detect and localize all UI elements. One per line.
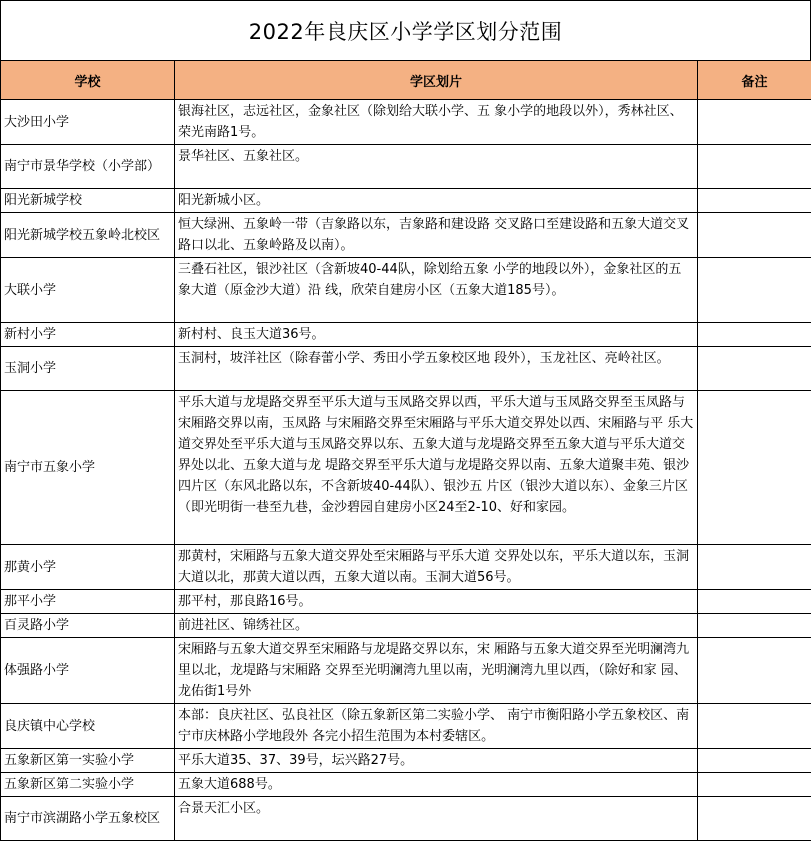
range-cell: 新村村、良玉大道36号。 (175, 323, 698, 347)
school-cell: 南宁市滨湖路小学五象校区 (1, 797, 175, 841)
range-cell: 前进社区、锦绣社区。 (175, 614, 698, 638)
header-note: 备注 (698, 61, 811, 100)
range-cell: 那平村，那良路16号。 (175, 590, 698, 614)
range-cell: 平乐大道35、37、39号，坛兴路27号。 (175, 749, 698, 773)
note-cell (698, 347, 811, 391)
school-cell: 南宁市五象小学 (1, 391, 175, 545)
note-cell (698, 100, 811, 145)
range-cell: 合景天汇小区。 (175, 797, 698, 841)
school-cell: 玉洞小学 (1, 347, 175, 391)
table-row (1, 100, 811, 145)
header-school: 学校 (1, 61, 175, 100)
range-cell: 阳光新城小区。 (175, 189, 698, 213)
note-cell (698, 145, 811, 189)
note-cell (698, 545, 811, 590)
table-row (1, 213, 811, 258)
note-cell (698, 797, 811, 841)
table-row (1, 638, 811, 704)
table-row (1, 545, 811, 590)
table-row (1, 347, 811, 391)
school-cell: 那平小学 (1, 590, 175, 614)
table-row (1, 258, 811, 323)
table-row (1, 614, 811, 638)
range-cell: 银海社区，志远社区，金象社区（除划给大联小学、五 象小学的地段以外），秀林社区、荣光南路1号。 (175, 100, 698, 145)
document-title: 2022年良庆区小学学区划分范围 (0, 0, 811, 60)
school-cell: 南宁市景华学校（小学部） (1, 145, 175, 189)
school-cell: 良庆镇中心学校 (1, 704, 175, 749)
note-cell (698, 189, 811, 213)
note-cell (698, 638, 811, 704)
school-cell: 五象新区第二实验小学 (1, 773, 175, 797)
range-cell: 三叠石社区，银沙社区（含新坡40-44队，除划给五象 小学的地段以外），金象社区的五象大道（原金沙大道）沿 线，欣荣自建房小区（五象大道185号）。 (175, 258, 698, 323)
table-row (1, 323, 811, 347)
school-cell: 大沙田小学 (1, 100, 175, 145)
table-row (1, 749, 811, 773)
table-row (1, 590, 811, 614)
range-cell: 本部：良庆社区、弘良社区（除五象新区第二实验小学、 南宁市衡阳路小学五象校区、南宁市庆林路小学地段外 各完小招生范围为本村委辖区。 (175, 704, 698, 749)
range-cell: 平乐大道与龙堤路交界至平乐大道与玉凤路交界以西，平乐大道与玉凤路交界至玉凤路与宋厢路交界以南，玉凤路 与宋厢路交界至宋厢路与平乐大道交界处以西、宋厢路与平 乐大道交界处至平乐大道与玉凤路交界以东、五象大道与龙堤路交界至五象大道与平乐大道交界处以北、五象大道与龙 堤路交界至平乐大道与龙堤路交界以南、五象大道聚丰苑、银沙四片区（东风北路以东，不含新坡40-44队）、银沙五 片区（银沙大道以东）、金象三片区（即光明街一巷至九巷，金沙碧园自建房小区24至2-10、好和家园。 (175, 391, 698, 545)
range-cell: 景华社区、五象社区。 (175, 145, 698, 189)
note-cell (698, 258, 811, 323)
range-cell: 恒大绿洲、五象岭一带（吉象路以东，吉象路和建设路 交叉路口至建设路和五象大道交叉路口以北、五象岭路及以南）。 (175, 213, 698, 258)
school-cell: 体强路小学 (1, 638, 175, 704)
range-cell: 五象大道688号。 (175, 773, 698, 797)
note-cell (698, 213, 811, 258)
district-table (0, 60, 811, 841)
table-row (1, 704, 811, 749)
range-cell: 宋厢路与五象大道交界至宋厢路与龙堤路交界以东，宋 厢路与五象大道交界至光明澜湾九里以北，龙堤路与宋厢路 交界至光明澜湾九里以南，光明澜湾九里以西，（除好和家 园、龙佑街1号外 (175, 638, 698, 704)
school-cell: 阳光新城学校 (1, 189, 175, 213)
table-row (1, 797, 811, 841)
note-cell (698, 704, 811, 749)
note-cell (698, 391, 811, 545)
range-cell: 那黄村，宋厢路与五象大道交界处至宋厢路与平乐大道 交界处以东，平乐大道以东，玉洞大道以北，那黄大道以西，五象大道以南。玉洞大道56号。 (175, 545, 698, 590)
note-cell (698, 590, 811, 614)
school-cell: 那黄小学 (1, 545, 175, 590)
header-row (1, 61, 811, 100)
range-cell: 玉洞村，坡洋社区（除春蕾小学、秀田小学五象校区地 段外），玉龙社区、亮岭社区。 (175, 347, 698, 391)
header-range: 学区划片 (175, 61, 698, 100)
note-cell (698, 773, 811, 797)
table-row (1, 189, 811, 213)
table-row (1, 773, 811, 797)
school-cell: 大联小学 (1, 258, 175, 323)
table-row (1, 145, 811, 189)
note-cell (698, 323, 811, 347)
school-cell: 新村小学 (1, 323, 175, 347)
school-cell: 阳光新城学校五象岭北校区 (1, 213, 175, 258)
school-cell: 五象新区第一实验小学 (1, 749, 175, 773)
table-row (1, 391, 811, 545)
school-cell: 百灵路小学 (1, 614, 175, 638)
note-cell (698, 749, 811, 773)
note-cell (698, 614, 811, 638)
